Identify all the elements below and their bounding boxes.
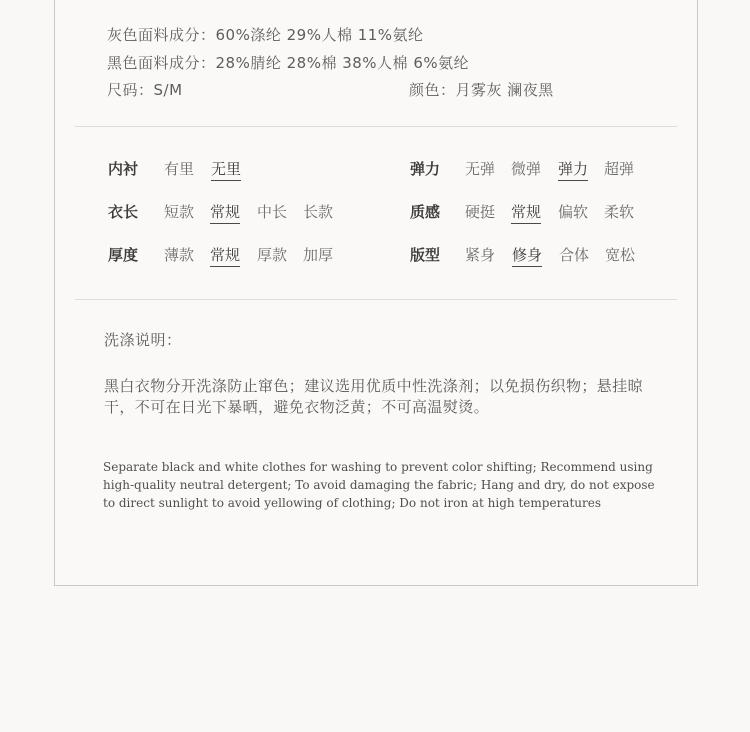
option: 加厚	[303, 246, 334, 264]
option: 长款	[303, 203, 334, 221]
option: 偏软	[558, 203, 589, 221]
option-selected: 常规	[511, 201, 541, 224]
option-selected: 常规	[210, 244, 240, 267]
grey-fabric-composition: 灰色面料成分：60%涤纶 29%人棉 11%氨纶	[107, 26, 424, 44]
option: 硬挺	[465, 203, 496, 221]
size-info: 尺码：S/M	[107, 81, 183, 99]
option: 厚款	[257, 246, 288, 264]
attr-name: 内衬	[108, 160, 139, 178]
washing-instructions-zh: 黑白衣物分开洗涤防止窜色；建议选用优质中性洗涤剂；以免损伤织物；悬挂晾干，不可在日光下暴晒，避免衣物泛黄；不可高温熨烫。	[104, 377, 644, 416]
option-selected: 无里	[211, 158, 241, 181]
option: 超弹	[604, 160, 635, 178]
attr-name: 衣长	[108, 203, 139, 221]
option: 宽松	[605, 246, 636, 264]
divider-top	[75, 126, 677, 127]
option-selected: 弹力	[558, 158, 588, 181]
attr-texture	[410, 201, 670, 225]
option: 有里	[164, 160, 195, 178]
attr-name: 厚度	[108, 246, 139, 264]
attr-thickness	[108, 244, 368, 268]
attr-length	[108, 201, 368, 225]
attr-name: 弹力	[410, 160, 441, 178]
washing-title: 洗涤说明：	[104, 331, 182, 349]
attr-name: 版型	[410, 246, 441, 264]
option-selected: 常规	[210, 201, 240, 224]
attr-lining	[108, 158, 368, 182]
option: 短款	[164, 203, 195, 221]
option: 无弹	[465, 160, 496, 178]
option: 薄款	[164, 246, 195, 264]
option: 紧身	[465, 246, 496, 264]
attr-fit	[410, 244, 670, 268]
color-info: 颜色：月雾灰 澜夜黑	[409, 81, 554, 99]
option: 柔软	[604, 203, 635, 221]
attr-elasticity	[410, 158, 670, 182]
option-selected: 修身	[512, 244, 542, 267]
option: 中长	[257, 203, 288, 221]
divider-bottom	[75, 299, 677, 300]
washing-instructions-en: Separate black and white clothes for washing to prevent color shifting; Recommend using high-quality neutral detergent; To avoid damaging the fabric; Hang and dry, do not expose to direct sunlight to avoid yellowing of clothing; Do not iron at high temperatures	[103, 460, 655, 510]
black-fabric-composition: 黑色面料成分：28%腈纶 28%棉 38%人棉 6%氨纶	[107, 54, 470, 72]
option: 微弹	[511, 160, 542, 178]
product-info-card	[54, 0, 698, 586]
option: 合体	[559, 246, 590, 264]
attr-name: 质感	[410, 203, 441, 221]
